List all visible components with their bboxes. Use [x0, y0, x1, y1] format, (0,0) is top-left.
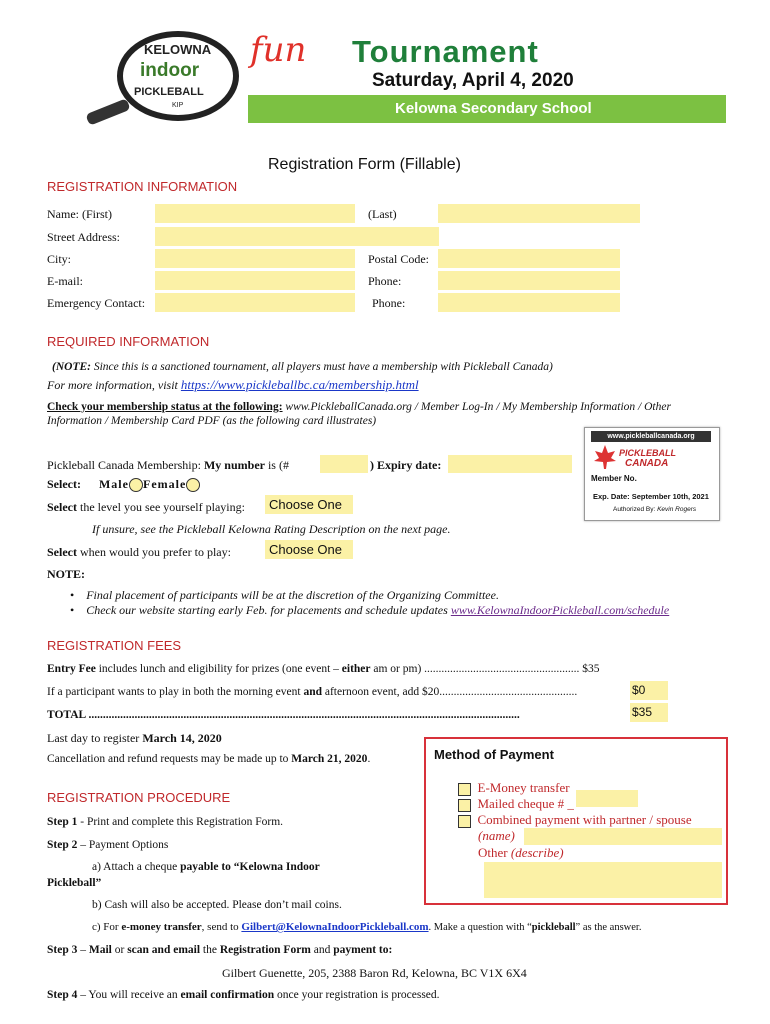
city-label: City: [47, 252, 72, 266]
last-day-text: Last day to register [47, 731, 143, 745]
mailing-address: Gilbert Guenette, 205, 2388 Baron Rd, Kelowna, BC V1X 6X4 [222, 966, 527, 980]
male-label: Male [98, 477, 129, 491]
female-radio[interactable] [186, 478, 200, 492]
procedure-heading: REGISTRATION PROCEDURE [47, 790, 231, 805]
bullet2-text: Check our website starting early Feb. for placements and schedule updates [86, 603, 448, 617]
time-select[interactable]: Choose One [265, 540, 353, 559]
email-field[interactable] [155, 271, 355, 290]
step3-pay: payment to: [333, 944, 393, 956]
last-day-date: March 14, 2020 [142, 731, 222, 745]
first-name-field[interactable] [155, 204, 355, 223]
page-title: Registration Form (Fillable) [268, 156, 461, 173]
step3-form: Registration Form [219, 944, 311, 956]
schedule-link[interactable]: www.KelownaIndoorPickleball.com/schedule [450, 603, 670, 617]
registration-info-heading: REGISTRATION INFORMATION [47, 179, 238, 194]
select-level-text: the level you see yourself playing: [76, 500, 245, 514]
opt4-label: Other [478, 845, 511, 860]
payment-opt3 [458, 812, 692, 828]
note-text: Since this is a sanctioned tournament, all players must have a membership with Pickleball Canada) [90, 361, 553, 373]
close-paren [370, 458, 441, 473]
cancel-end: . [367, 753, 371, 765]
phone-field[interactable] [438, 271, 620, 290]
step1-text: - Print and complete this Registration Form. [77, 816, 284, 828]
tournament-date: Saturday, April 4, 2020 [372, 70, 574, 91]
payment-opt4 [478, 845, 564, 861]
payment-opt1 [458, 780, 570, 796]
either-bold: either [341, 663, 371, 675]
expiry-field[interactable] [448, 455, 572, 473]
is-open: is (# [264, 458, 289, 472]
maple-leaf-icon [593, 444, 617, 470]
postal-field[interactable] [438, 249, 620, 268]
both-events-value[interactable]: $0 [630, 681, 668, 700]
membership-card [584, 427, 720, 521]
step3-or: or [111, 944, 128, 956]
c-text: c) For [92, 921, 122, 933]
step1 [47, 816, 283, 828]
card-member-no: Member No. [591, 474, 637, 483]
street-label: Street Address: [47, 230, 120, 244]
step3-the: the [200, 944, 220, 956]
c-send: , send to [201, 921, 242, 933]
check-text1: www.PickleballCanada.org / Member Log-In / My Membership Information / Other [282, 401, 671, 413]
cancel-line [47, 753, 370, 765]
partner-name-field[interactable] [524, 828, 722, 845]
email-label: E-mail: [47, 274, 83, 288]
cheque-checkbox[interactable] [458, 799, 471, 812]
postal-label: Postal Code: [368, 252, 430, 266]
step4-end: once your registration is processed. [274, 989, 440, 1001]
male-radio[interactable] [129, 478, 143, 492]
step1-bold: Step 1 [47, 816, 78, 828]
banner [0, 0, 770, 128]
check-bold: Check your membership status at the following: [47, 401, 283, 413]
note-label: NOTE: [47, 567, 86, 581]
step2-bold: Step 2 [47, 839, 78, 851]
card-brand2: CANADA [625, 458, 669, 469]
cancel-date: March 21, 2020 [291, 753, 368, 765]
last-day-line [47, 731, 222, 746]
both-tail: afternoon event, add $20................................................ [322, 686, 578, 698]
total-label: TOTAL ...................................................................................................................................................... [47, 709, 520, 721]
payment-opt2 [458, 796, 574, 812]
c-emoney: e-money transfer [121, 921, 202, 933]
entry-fee-tail: am or pm) ...................................................... $35 [370, 663, 600, 675]
option-a [92, 861, 320, 873]
c-tail: . Make a question with “ [428, 922, 532, 933]
emergency-phone-field[interactable] [438, 293, 620, 312]
city-field[interactable] [155, 249, 355, 268]
a-to: to “Kelowna Indoor [218, 861, 320, 873]
emergency-label: Emergency Contact: [47, 296, 146, 310]
step3-scan: scan and email [127, 944, 201, 956]
bullet-1 [70, 588, 499, 603]
both-events-line [47, 686, 577, 698]
check-line2: Information / Membership Card PDF (as the following card illustrates) [47, 415, 377, 427]
opt2-label: Mailed cheque # _ [477, 796, 574, 811]
card-site: www.pickleballcanada.org [591, 431, 711, 442]
gender-line [47, 477, 200, 492]
membership-link[interactable]: https://www.pickleballbc.ca/membership.html [180, 377, 419, 392]
expiry-label: Expiry date: [377, 458, 442, 472]
emoney-checkbox[interactable] [458, 783, 471, 796]
bullet-2 [70, 603, 669, 618]
last-name-field[interactable] [438, 204, 640, 223]
bullet-icon: • [70, 603, 75, 617]
card-authorized-label: Authorized By: [613, 506, 656, 513]
step4 [47, 989, 440, 1001]
cancel-text: Cancellation and refund requests may be made up to [47, 753, 292, 765]
step3 [47, 944, 392, 956]
step4-bold: Step 4 [47, 989, 78, 1001]
venue: Kelowna Secondary School [395, 100, 592, 117]
select-level-bold: Select [47, 500, 77, 514]
card-signer: Kevin Rogers [657, 506, 697, 513]
female-label: Female [142, 477, 187, 491]
step2 [47, 839, 168, 851]
opt4b-label: (describe) [510, 845, 564, 860]
last-name-label: (Last) [368, 207, 397, 221]
total-value[interactable]: $35 [630, 703, 668, 722]
entry-fee-text: includes lunch and eligibility for prizes (one event – [95, 663, 342, 675]
both-text: If a participant wants to play in both the morning event [47, 686, 304, 698]
bullet1-text: Final placement of participants will be at the discretion of the Organizing Committee. [86, 588, 499, 602]
level-line [47, 500, 245, 515]
select-label: Select: [47, 477, 81, 491]
more-info-line [47, 377, 419, 393]
logo-line1: KELOWNA [144, 42, 212, 57]
opt3b-label: (name) [478, 828, 515, 843]
a-text: a) Attach a cheque [92, 861, 181, 873]
bullet-icon: • [70, 588, 75, 602]
option-b: b) Cash will also be accepted. Please don’t mail coins. [92, 899, 342, 911]
logo-line3: PICKLEBALL [134, 86, 204, 98]
member-number-field[interactable] [320, 455, 368, 473]
level-select[interactable]: Choose One [265, 495, 353, 514]
combined-checkbox[interactable] [458, 815, 471, 828]
payment-heading: Method of Payment [434, 747, 554, 762]
emergency-phone-label: Phone: [372, 296, 406, 310]
step3-dash: – [77, 944, 89, 956]
step3-and: and [310, 944, 334, 956]
note-bold: (NOTE: [52, 361, 91, 373]
other-describe-field[interactable] [484, 862, 722, 898]
first-name-label: Name: (First) [47, 207, 112, 221]
opt3-label: Combined payment with partner / spouse [477, 812, 692, 827]
note-line [52, 361, 553, 373]
membership-label: Pickleball Canada Membership: [47, 458, 201, 472]
step4-email: email confirmation [180, 989, 275, 1001]
phone-label: Phone: [368, 274, 402, 288]
my-number-label: My number [203, 458, 265, 472]
select-when-bold: Select [47, 545, 77, 559]
fun-text: fun [250, 30, 307, 70]
emergency-field[interactable] [155, 293, 355, 312]
a-payable: payable [180, 861, 219, 873]
more-info-text: For more information, visit [47, 378, 178, 392]
select-when-text: when would you prefer to play: [76, 545, 231, 559]
cheque-number-field[interactable] [576, 790, 638, 807]
card-brand1: PICKLEBALL [619, 448, 676, 458]
option-a-cont: Pickleball” [47, 877, 102, 889]
and-bold: and [303, 686, 322, 698]
payment-box [424, 737, 728, 905]
check-line1 [47, 401, 671, 413]
membership-line [47, 458, 289, 473]
step3-bold: Step 3 [47, 944, 78, 956]
logo-line2: indoor [140, 60, 200, 81]
c-end: ” as the answer. [575, 922, 642, 933]
if-unsure: If unsure, see the Pickleball Kelowna Rating Description on the next page. [92, 522, 451, 536]
step3-mail: Mail [88, 944, 112, 956]
street-field[interactable] [155, 227, 439, 246]
entry-fee-line [47, 663, 600, 675]
c-pickleball: pickleball [531, 922, 576, 933]
logo-line4: KIP [172, 102, 184, 109]
entry-fee-bold: Entry Fee [47, 663, 96, 675]
card-authorized [613, 506, 696, 513]
option-c [92, 921, 641, 933]
tournament-title: Tournament [352, 34, 539, 69]
opt1-label: E-Money transfer [477, 780, 570, 795]
step2-text: – Payment Options [77, 839, 169, 851]
fees-heading: REGISTRATION FEES [47, 638, 182, 653]
logo [82, 30, 242, 126]
card-exp: Exp. Date: September 10th, 2021 [593, 492, 709, 501]
when-line [47, 545, 231, 560]
close-paren-text: ) [370, 458, 374, 472]
step4-text: – You will receive an [77, 989, 181, 1001]
required-info-heading: REQUIRED INFORMATION [47, 334, 210, 349]
email-link[interactable]: Gilbert@KelownaIndoorPickleball.com [241, 921, 429, 933]
